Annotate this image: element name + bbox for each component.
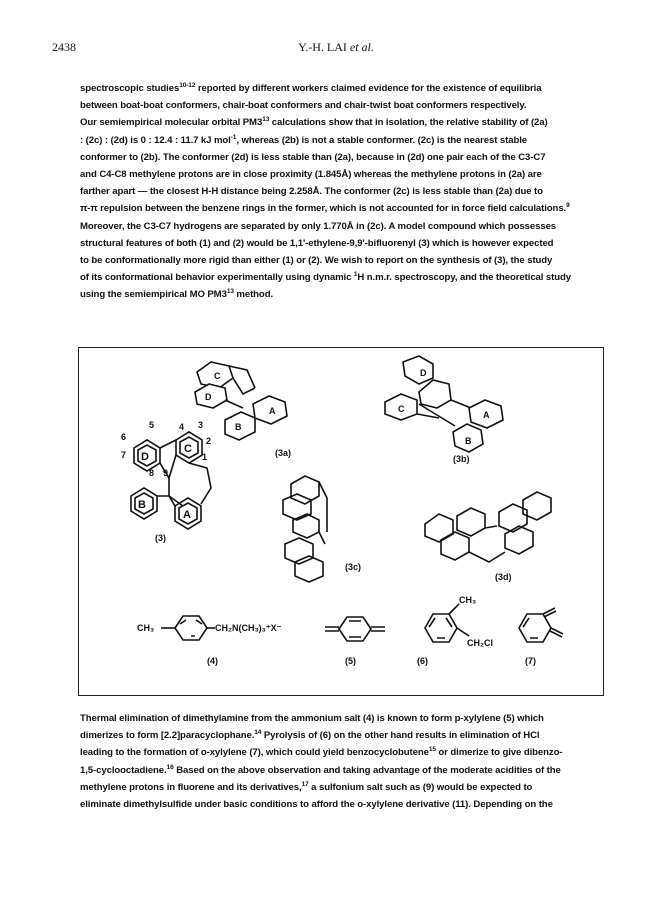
text-line: [80, 727, 604, 744]
superscript: -1: [230, 133, 237, 141]
line-text-rest: H n.m.r. spectroscopy, and the theoretical study: [357, 272, 572, 284]
atom-number-4: 4: [179, 422, 185, 432]
label-6: (6): [417, 656, 428, 666]
superscript: 13: [262, 116, 270, 124]
line-text: and C4-C8 methylene protons are in close proximity (1.845Å) whereas the methylene protons in (2a) are: [80, 169, 542, 181]
text-line: [80, 114, 604, 131]
atom-number-1: 1: [202, 452, 208, 462]
superscript: 15: [428, 746, 436, 754]
text-line: [80, 80, 604, 97]
text-line: [80, 779, 604, 796]
line-text: 1,5-cyclooctadiene.: [80, 764, 167, 776]
ring-label-a-3b: A: [483, 410, 490, 420]
superscript: 17: [301, 780, 309, 788]
superscript: 13: [226, 288, 234, 296]
line-text: farther apart — the closest H-H distance being 2.258Å. The conformer (2c) is less stable than (2a) due to: [80, 186, 543, 198]
label-3d: (3d): [495, 572, 512, 582]
text-line: [80, 97, 604, 114]
line-text: to be conformationally more rigid than either (1) or (2). We wish to report on the synthesis of (3), the study: [80, 255, 553, 267]
structure-4: [137, 616, 282, 666]
ring-label-d: D: [141, 451, 149, 463]
text-line: [80, 744, 604, 761]
formula-4-left: CH₃: [137, 623, 155, 633]
line-text: Thermal elimination of dimethylamine from the ammonium salt (4) is known to form p-xylylene (5) which: [80, 713, 544, 724]
atom-number-9: 9: [163, 468, 169, 478]
ring-label-b-3a: B: [235, 422, 242, 432]
ring-label-a-3a: A: [269, 406, 276, 416]
line-text: between boat-boat conformers, chair-boat conformers and chair-twist boat conformers respectively.: [80, 100, 527, 112]
running-author: [52, 40, 620, 55]
ring-d2-3b: [419, 380, 451, 408]
author-name: Y.-H. LAI: [298, 40, 347, 54]
text-line: [80, 218, 604, 235]
line-text-rest: a sulfonium salt such as (9) would be expected to: [308, 781, 533, 793]
line-text-rest: Based on the above observation and taking advantage of the moderate acidities of the: [173, 764, 561, 776]
text-line: [80, 269, 604, 286]
ring-3c-2: [283, 494, 311, 520]
text-line: [80, 252, 604, 269]
label-3b: (3b): [453, 454, 470, 464]
text-line: [80, 200, 604, 217]
ring-3d-5: [523, 492, 551, 520]
line-text-rest: or dimerize to give dibenzo-: [435, 747, 563, 759]
structure-3b: [385, 356, 503, 464]
paragraph-1: [80, 80, 604, 304]
structure-3c: [283, 476, 361, 582]
structure-6: [417, 595, 493, 666]
text-line: [80, 796, 604, 813]
line-text: dimerizes to form [2.2]paracyclophane.: [80, 730, 255, 742]
ring-label-b-3b: B: [465, 436, 472, 446]
ring-label-b: B: [138, 499, 146, 511]
line-text-rest: Pyrolysis of (6) on the other hand results in elimination of HCl: [261, 730, 540, 742]
line-text: of its conformational behavior experimentally using dynamic: [80, 272, 354, 284]
ring-label-d-3b: D: [420, 368, 427, 378]
running-header: [52, 40, 620, 56]
atom-number-7: 7: [121, 450, 127, 460]
label-3: (3): [155, 533, 166, 543]
ring-3c-1: [291, 476, 319, 504]
line-text: methylene protons in fluorene and its derivatives,: [80, 781, 302, 793]
ring-3c-3: [293, 514, 319, 538]
ring-4-double: [180, 620, 202, 636]
author-suffix: et al.: [349, 40, 374, 54]
line-text: Moreover, the C3-C7 hydrogens are separated by only 1.770Å in (2c). A model compound which possesses: [80, 220, 557, 232]
ring-label-a: A: [183, 509, 191, 521]
paragraph-2: [80, 710, 604, 813]
line-text: spectroscopic studies: [80, 83, 180, 94]
figure-panel: [78, 347, 604, 696]
text-line: [80, 183, 604, 200]
text-line: [80, 710, 604, 727]
structure-5: [325, 617, 385, 666]
atom-number-8: 8: [149, 468, 155, 478]
page-number: 2438: [52, 40, 76, 54]
ring-d-3b: [403, 356, 433, 384]
line-text: eliminate dimethylsulfide under basic conditions to afford the o-xylylene derivative (11). Depending on the: [80, 799, 553, 811]
superscript: 14: [254, 729, 262, 737]
figure-structures: [79, 348, 605, 697]
ring-3d-3: [457, 508, 485, 536]
line-text-rest: , whereas (2b) is not a stable conformer. (2c) is the nearest stable: [236, 134, 528, 146]
atom-number-6: 6: [121, 432, 127, 442]
ring-label-d-3a: D: [205, 392, 212, 402]
label-4: (4): [207, 656, 218, 666]
structure-3: [121, 420, 211, 543]
line-text: leading to the formation of o-xylylene (7), which could yield benzocyclobutene: [80, 747, 429, 759]
formula-6-top: CH₃: [459, 595, 477, 605]
line-text: π-π repulsion between the benzene rings in the former, which is not accounted for in force field calculations.: [80, 203, 567, 215]
ring-5-double: [349, 621, 361, 637]
text-line: [80, 286, 604, 303]
superscript: 1: [353, 271, 358, 279]
text-line: [80, 132, 604, 149]
bridge-3d: [469, 526, 505, 562]
text-line: [80, 149, 604, 166]
ring-label-c: C: [184, 443, 192, 455]
line-text-rest: reported by different workers claimed evidence for the existence of equilibria: [195, 83, 542, 94]
line-text: structural features of both (1) and (2) would be 1,1'-ethylene-9,9'-bifluorenyl (3) which is however expected: [80, 237, 554, 249]
line-text: : (2c) : (2d) is 0 : 12.4 : 11.7 kJ mol: [80, 134, 231, 146]
exo-double-7: [543, 608, 563, 637]
superscript: 16: [166, 763, 174, 771]
structure-3d: [425, 492, 551, 582]
line-text-rest: method.: [233, 289, 274, 301]
label-7: (7): [525, 656, 536, 666]
label-5: (5): [345, 656, 356, 666]
formula-6-bottom: CH₂Cl: [467, 638, 493, 648]
structure-7: [519, 608, 563, 666]
line-text: using the semiempirical MO PM3: [80, 289, 227, 301]
line-text-rest: calculations show that in isolation, the relative stability of (2a): [269, 117, 548, 129]
text-line: [80, 166, 604, 183]
ring-3d-2: [441, 532, 469, 560]
line-text: conformer to (2b). The conformer (2d) is less stable than (2a), because in (2d) one pair each of the C3-C7: [80, 151, 546, 163]
ring-6-double: [429, 618, 452, 638]
exo-double-right-5: [371, 627, 385, 631]
label-3c: (3c): [345, 562, 362, 572]
label-3a: (3a): [275, 448, 292, 458]
ring-3d-1: [425, 514, 453, 542]
superscript: 10-12: [179, 81, 196, 89]
exo-double-left-5: [325, 627, 339, 631]
ring-label-c-3b: C: [398, 404, 405, 414]
ring-7-double: [523, 618, 538, 638]
formula-4-right: CH₂N(CH₃)₃⁺X⁻: [215, 623, 282, 633]
text-line: [80, 235, 604, 252]
superscript: 9: [566, 202, 570, 210]
atom-number-2: 2: [206, 436, 212, 446]
line-text: Our semiempirical molecular orbital PM3: [80, 117, 263, 129]
text-line: [80, 762, 604, 779]
atom-number-5: 5: [149, 420, 155, 430]
ring-label-c-3a: C: [214, 371, 221, 381]
bridge-3c: [319, 482, 327, 544]
atom-number-3: 3: [198, 420, 204, 430]
